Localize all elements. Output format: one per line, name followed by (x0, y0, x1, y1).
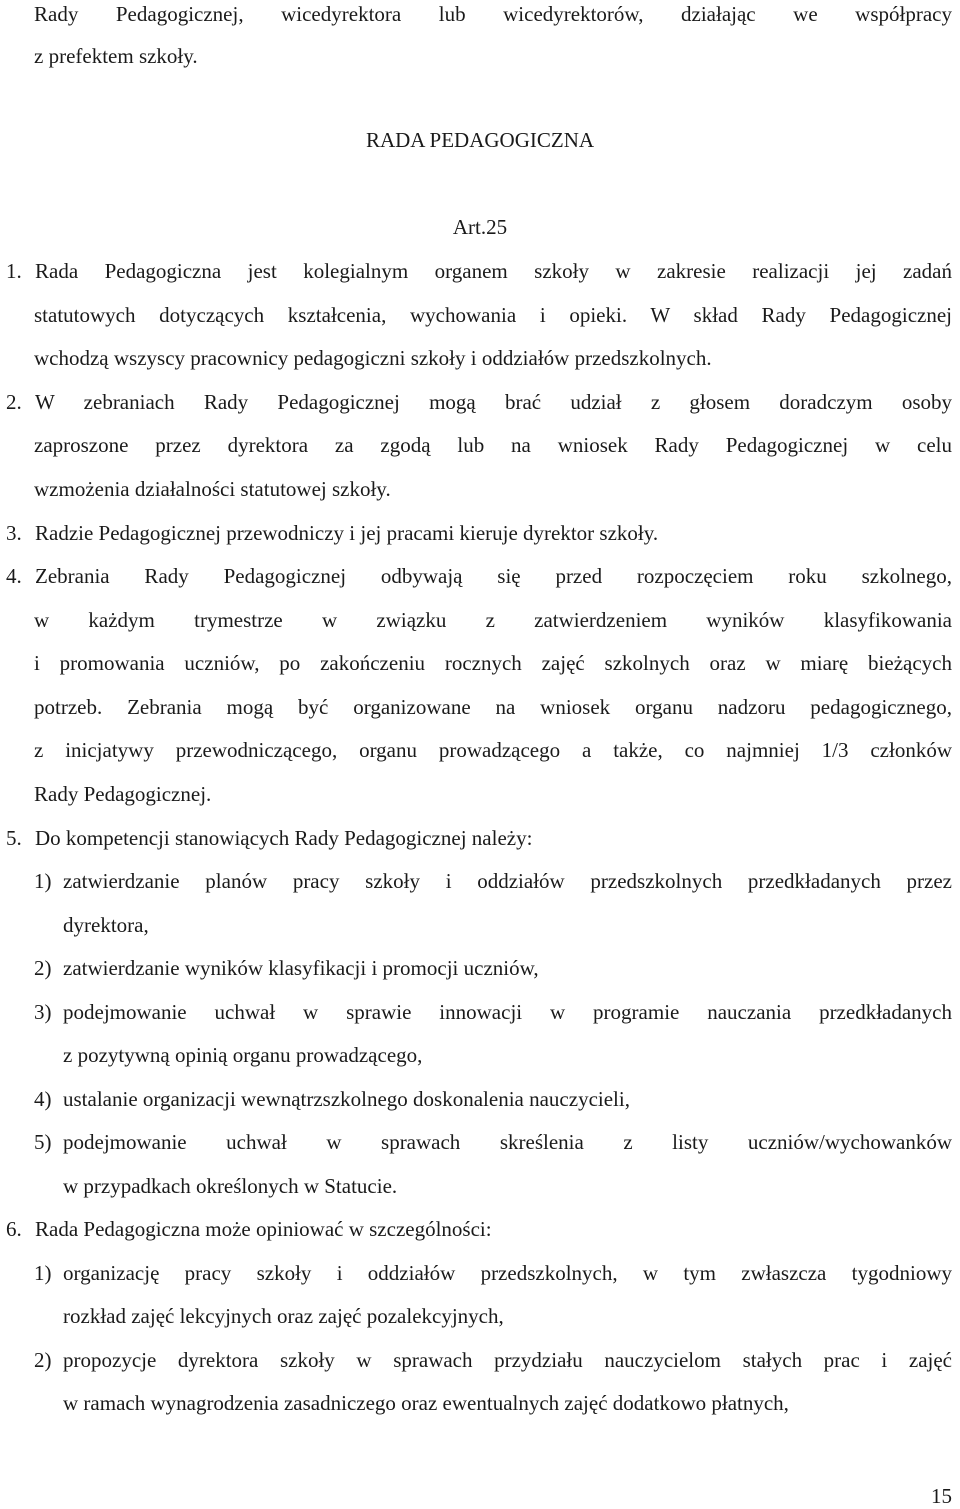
p5-item-1-line-1 (34, 867, 952, 895)
p5-number: 5. (6, 826, 22, 850)
p2-number: 2. (6, 390, 22, 414)
p6-item-1-number: 1) (34, 1261, 52, 1285)
p1-line-2: statutowych dotyczących kształcenia, wychowania i opieki. W skład Rady Pedagogicznej (34, 303, 952, 327)
p4-text-1: Zebrania Rady Pedagogicznej odbywają się przed rozpoczęciem roku szkolnego, (35, 564, 952, 588)
p5-item-4-text: ustalanie organizacji wewnątrzszkolnego doskonalenia nauczycieli, (63, 1087, 630, 1111)
p1-line-3: wchodzą wszyscy pracownicy pedagogiczni szkoły i oddziałów przedszkolnych. (34, 346, 712, 370)
p5-item-2-number: 2) (34, 956, 52, 980)
section-title: RADA PEDAGOGICZNA (365, 128, 595, 152)
p4-number: 4. (6, 564, 22, 588)
p3-text-1: Radzie Pedagogicznej przewodniczy i jej pracami kieruje dyrektor szkoły. (35, 521, 659, 545)
p5-item-1-number: 1) (34, 869, 52, 893)
p5-item-3-line-1 (34, 998, 952, 1026)
p5-item-4-line-1 (34, 1085, 952, 1113)
p6-item-2-line-2: w ramach wynagrodzenia zasadniczego oraz ewentualnych zajęć dodatkowo płatnych, (63, 1391, 789, 1415)
p6-item-1-text: organizację pracy szkoły i oddziałów przedszkolnych, w tym zwłaszcza tygodniowy (63, 1261, 952, 1285)
p5-item-5-number: 5) (34, 1130, 52, 1154)
p6-item-2-line-1 (34, 1346, 952, 1374)
p5-item-2-text: zatwierdzanie wyników klasyfikacji i promocji uczniów, (63, 956, 539, 980)
intro-line-2: z prefektem szkoły. (34, 44, 198, 68)
p3-line-1 (6, 519, 952, 547)
p6-item-1-line-2: rozkład zajęć lekcyjnych oraz zajęć pozalekcyjnych, (63, 1304, 504, 1328)
p4-line-6: Rady Pedagogicznej. (34, 782, 212, 806)
p5-item-1-text: zatwierdzanie planów pracy szkoły i oddziałów przedszkolnych przedkładanych przez (63, 869, 952, 893)
p5-item-5-text: podejmowanie uchwał w sprawach skreślenia z listy uczniów/wychowanków (63, 1130, 952, 1154)
p5-item-4-number: 4) (34, 1087, 52, 1111)
p5-item-2-line-1 (34, 954, 952, 982)
p1-line-1 (6, 257, 952, 285)
p4-line-5: z inicjatywy przewodniczącego, organu prowadzącego a także, co najmniej 1/3 członków (34, 738, 952, 762)
p2-text-1: W zebraniach Rady Pedagogicznej mogą brać udział z głosem doradczym osoby (35, 390, 952, 414)
p6-item-2-number: 2) (34, 1348, 52, 1372)
p2-line-2: zaproszone przez dyrektora za zgodą lub na wniosek Rady Pedagogicznej w celu (34, 433, 952, 457)
p2-line-1 (6, 388, 952, 416)
p5-item-3-number: 3) (34, 1000, 52, 1024)
p6-number: 6. (6, 1217, 22, 1241)
p4-line-2: w każdym trymestrze w związku z zatwierdzeniem wyników klasyfikowania (34, 608, 952, 632)
intro-line-1: Rady Pedagogicznej, wicedyrektora lub wicedyrektorów, działając we współpracy (34, 2, 952, 26)
p5-item-3-text: podejmowanie uchwał w sprawie innowacji w programie nauczania przedkładanych (63, 1000, 952, 1024)
article-label: Art.25 (452, 215, 508, 239)
p5-item-5-line-2: w przypadkach określonych w Statucie. (63, 1174, 398, 1198)
p1-text-1: Rada Pedagogiczna jest kolegialnym organem szkoły w zakresie realizacji jej zadań (35, 259, 952, 283)
p5-line-1 (6, 824, 952, 852)
p5-item-1-line-2: dyrektora, (63, 913, 149, 937)
p4-line-3: i promowania uczniów, po zakończeniu rocznych zajęć szkolnych oraz w miarę bieżących (34, 651, 952, 675)
page-number: 15 (931, 1484, 952, 1508)
p5-text-1: Do kompetencji stanowiących Rady Pedagogicznej należy: (35, 826, 533, 850)
p6-line-1 (6, 1215, 952, 1243)
p6-text-1: Rada Pedagogiczna może opiniować w szczególności: (35, 1217, 492, 1241)
p6-item-1-line-1 (34, 1259, 952, 1287)
p3-number: 3. (6, 521, 22, 545)
p4-line-4: potrzeb. Zebrania mogą być organizowane na wniosek organu nadzoru pedagogicznego, (34, 695, 952, 719)
p4-line-1 (6, 562, 952, 590)
p5-item-3-line-2: z pozytywną opinią organu prowadzącego, (63, 1043, 423, 1067)
p5-item-5-line-1 (34, 1128, 952, 1156)
p2-line-3: wzmożenia działalności statutowej szkoły. (34, 477, 391, 501)
p6-item-2-text: propozycje dyrektora szkoły w sprawach przydziału nauczycielom stałych prac i zajęć (63, 1348, 952, 1372)
p1-number: 1. (6, 259, 22, 283)
article-number (0, 213, 960, 241)
